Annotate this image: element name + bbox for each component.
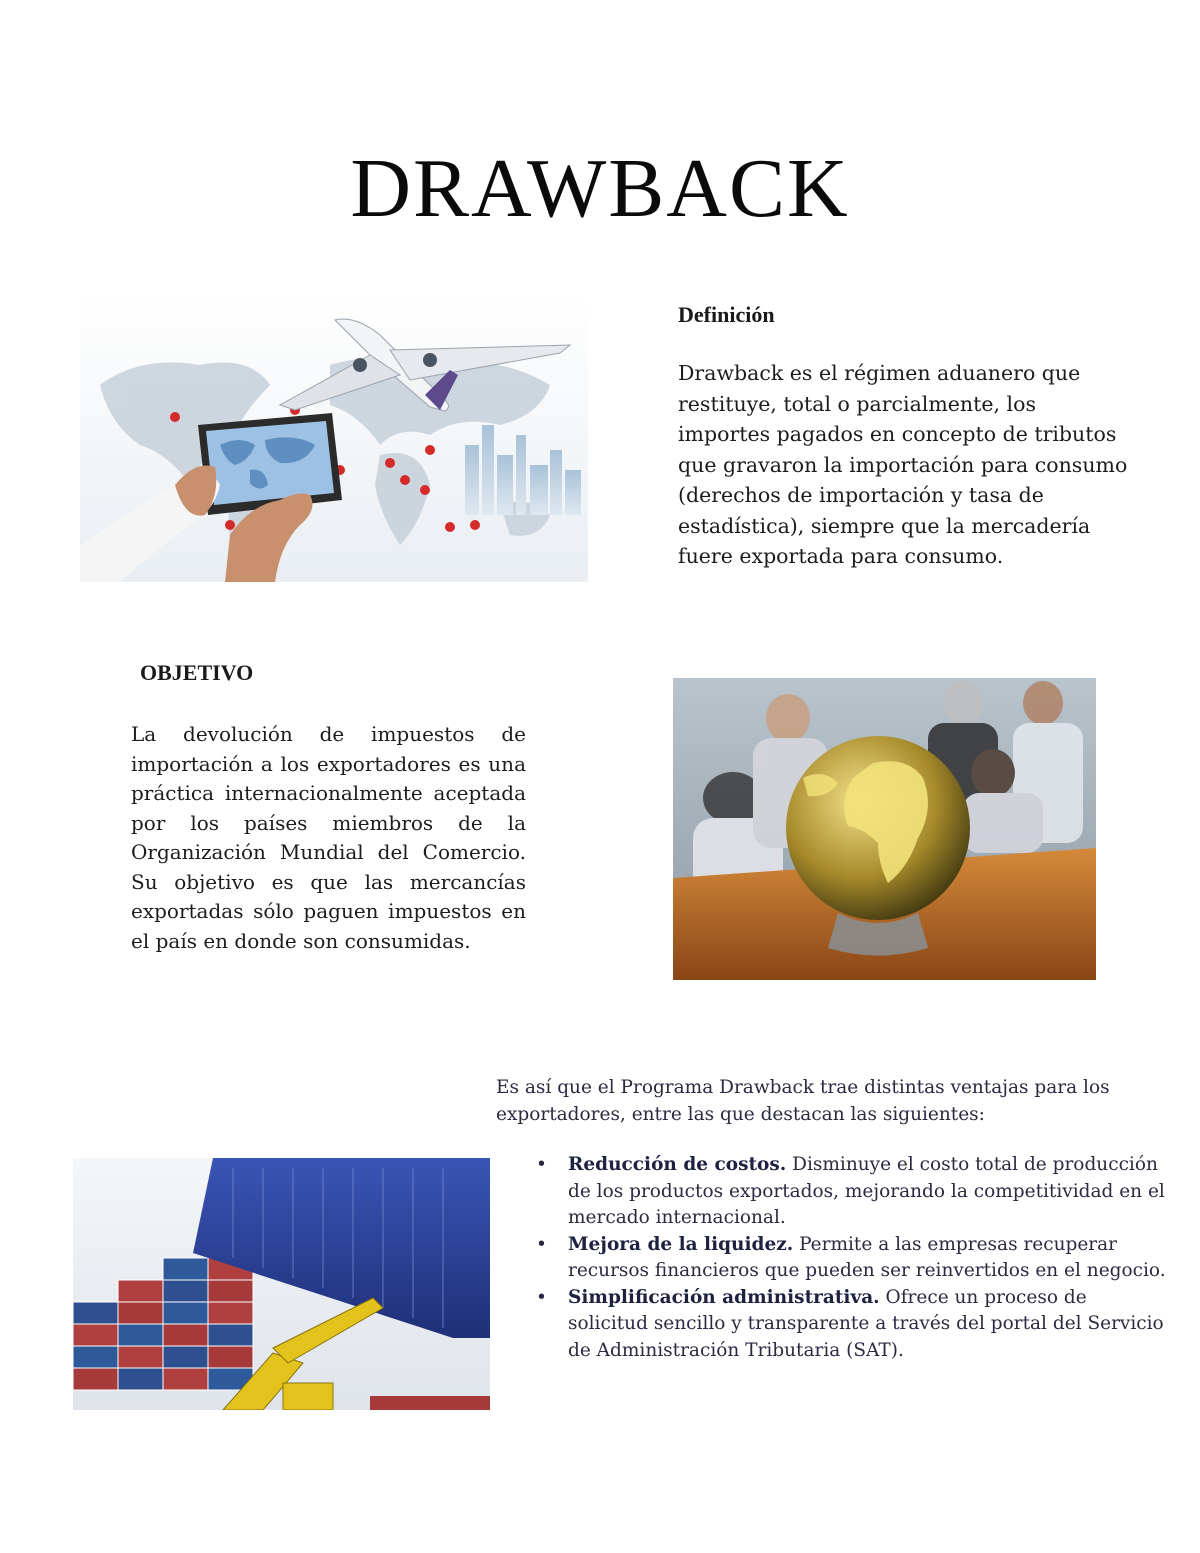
list-item-text: Ofrece un proceso de solicitud sencillo y transparente a través del portal del Servicio de Administración Tributaria (SAT). bbox=[568, 1286, 1164, 1361]
globe-meeting-image bbox=[673, 678, 1096, 980]
page-title: DRAWBACK bbox=[350, 142, 850, 235]
objective-heading: OBJETIVO bbox=[140, 660, 254, 685]
objective-text: La devolución de impuestos de importación a los exportadores es una práctica internacionalmente aceptada por los países miembros de la Organización Mundial del Comercio. Su objetivo es que las mercancías exportadas sólo paguen impuestos en el país en donde son consumidas. bbox=[131, 722, 526, 953]
list-item-title: Mejora de la liquidez. bbox=[568, 1233, 794, 1255]
list-item bbox=[536, 1152, 1168, 1232]
airplane-map-image bbox=[80, 295, 588, 582]
bullet-icon: • bbox=[536, 1154, 547, 1175]
list-item bbox=[536, 1232, 1168, 1285]
definition-text: Drawback es el régimen aduanero que restituye, total o parcialmente, los importes pagados en concepto de tributos que gravaron la importación para consumo (derechos de importación y tasa de estadística), siempre que la mercadería fuere exportada para consumo. bbox=[678, 361, 1128, 568]
list-item bbox=[536, 1285, 1168, 1365]
definition-heading: Definición bbox=[678, 302, 775, 327]
list-item-title: Reducción de costos. bbox=[568, 1154, 787, 1175]
list-item-text: Permite a las empresas recuperar recursos financieros que pueden ser reinvertidos en el negocio. bbox=[568, 1233, 1166, 1281]
advantages-list bbox=[528, 1152, 1168, 1364]
list-item-title: Simplificación administrativa. bbox=[568, 1286, 880, 1308]
advantages-intro: Es así que el Programa Drawback trae distintas ventajas para los exportadores, entre las que destacan las siguientes: bbox=[496, 1077, 1110, 1125]
containers-crane-image bbox=[73, 1158, 490, 1410]
bullet-icon: • bbox=[536, 1233, 547, 1255]
bullet-icon: • bbox=[536, 1286, 547, 1308]
list-item-text: Disminuye el costo total de producción de los productos exportados, mejorando la competitividad en el mercado internacional. bbox=[568, 1154, 1165, 1228]
